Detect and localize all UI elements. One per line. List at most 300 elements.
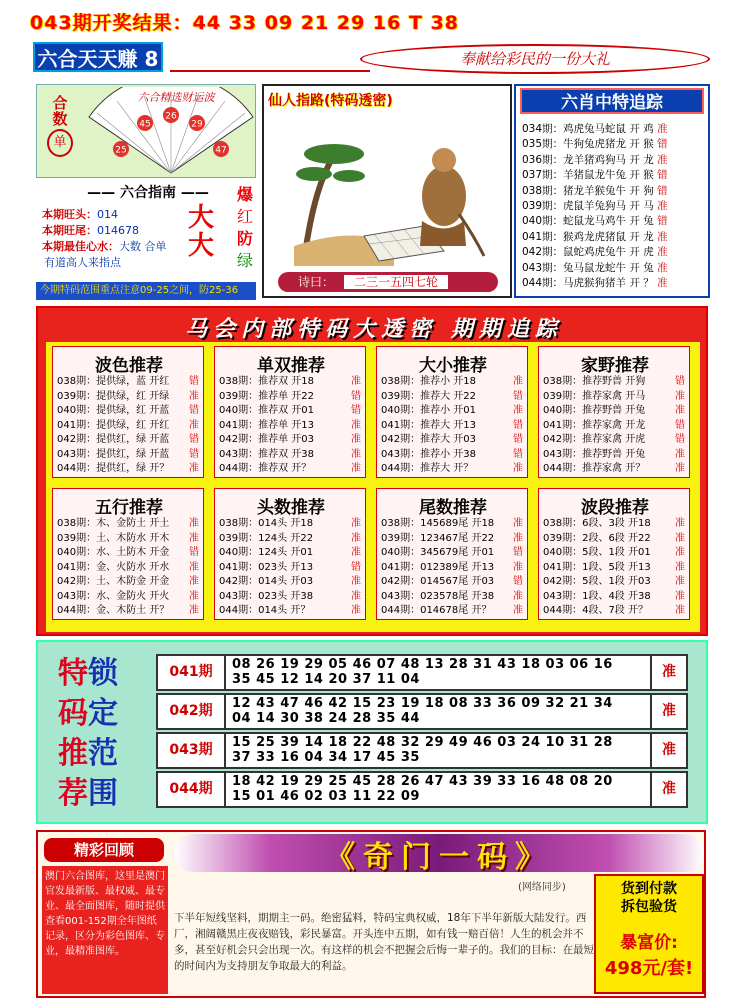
animals: 牛狗兔虎猪龙: [563, 138, 627, 151]
result: 准: [657, 277, 668, 289]
recommend-card: [52, 488, 204, 620]
lock-issue: 042期: [158, 695, 226, 728]
zhinan-line-key: 本期旺头：: [42, 208, 97, 221]
card-row-result: 准: [513, 518, 523, 529]
card-row-text: 043期：水、金防火 开火: [57, 590, 170, 602]
card-row-result: 准: [675, 448, 685, 460]
zhinan-title-text: 六合指南: [120, 185, 176, 201]
card-row-text: 043期：1段、4段 开38: [543, 590, 651, 602]
numbers-line: 08 26 19 29 05 46 07 48 13 28 31 43 18 03 06 16: [232, 657, 613, 672]
liuxiao-row: [522, 230, 706, 245]
card-row: [543, 604, 689, 619]
open: 开: [629, 153, 640, 166]
answer: 猴: [643, 169, 654, 182]
animals: 龙羊猪鸡狗马: [563, 153, 627, 166]
heading-char: 锁: [88, 656, 118, 691]
issue: 042期：: [522, 246, 564, 259]
right-char: 绿: [236, 251, 253, 270]
zhinan-line-key: 本期旺尾：: [42, 224, 97, 237]
card-row: [57, 575, 203, 590]
card-row-text: 041期：012389尾 开13: [381, 561, 495, 573]
zhinan-line-value: 014: [97, 208, 118, 221]
qimen-body: 下半年短线坚料，期期主一码。绝密猛料，特码宝典权威，18年下半年新版大陆发行。西厂，湘阔赣黑庄夜夜赔钱，彩民暴富。开头连中五期，如有钱一赔百倍！人生的机会并不多，甚至好机会只会出现一次。有这样的机会不把握会后悔一辈子的。我们的目标：在最短的时间内为支持朋友争取最大的利益。: [174, 912, 594, 972]
zhinan-line: [42, 222, 139, 238]
card-row-result: 准: [513, 463, 523, 474]
card-row-result: 准: [675, 532, 685, 544]
card-row: [219, 532, 365, 547]
liuxiao-row: [522, 245, 706, 260]
heading-char: 荐: [58, 776, 88, 811]
price-label: 暴富价:: [620, 933, 678, 953]
card-row-text: 042期：5段、1段 开03: [543, 576, 651, 587]
zhinan-line-value: 大数 合单: [119, 240, 167, 253]
card-row-result: 准: [675, 605, 685, 616]
numbers-line: 18 42 19 29 25 45 28 26 47 43 39 33 16 48 08 20: [232, 774, 613, 789]
card-row-text: 042期：推荐单 开03: [219, 434, 314, 445]
result: 错: [657, 215, 668, 228]
recommend-card: [376, 346, 528, 478]
card-row-text: 041期：推荐家禽 开龙: [543, 419, 646, 431]
animals: 猴鸡龙虎猪鼠: [563, 230, 627, 243]
draw-result-banner: 043期开奖结果：44 33 09 21 29 16 T 38: [30, 12, 460, 34]
answer: 兔: [643, 261, 654, 274]
review-title: 精彩回顾: [44, 838, 164, 862]
card-row-result: 准: [351, 532, 361, 544]
card-row-result: 错: [189, 448, 199, 460]
card-row-text: 044期：014头 开？: [219, 605, 311, 616]
card-row-text: 044期：推荐双 开？: [219, 463, 312, 474]
big-char: 大: [188, 231, 215, 261]
card-row: [219, 561, 365, 576]
card-row: [57, 419, 203, 434]
animals: 蛇鼠龙马鸡牛: [563, 215, 627, 228]
card-row-result: 准: [513, 376, 523, 387]
card-row-result: 错: [675, 434, 685, 445]
card-row: [57, 532, 203, 547]
right-char: 爆: [236, 185, 253, 204]
card-row: [543, 448, 689, 463]
card-title: 单双推荐: [257, 356, 325, 376]
card-row: [219, 419, 365, 434]
issue: 037期：: [522, 169, 564, 182]
lock-row: [156, 654, 688, 691]
card-row-text: 044期：金、木防土 开？: [57, 605, 170, 616]
edition-badge: 六合天天赚 8: [33, 42, 163, 72]
card-row: [381, 561, 527, 576]
liuxiao-row: [522, 137, 706, 152]
card-row-result: 错: [513, 576, 523, 587]
card-row: [381, 546, 527, 561]
open: 开: [629, 184, 640, 197]
numbers-line: 04 14 30 38 24 28 35 44: [232, 711, 420, 726]
card-row-result: 准: [675, 390, 685, 402]
fan-ball-number: 29: [191, 119, 203, 130]
open: 开: [629, 246, 640, 259]
heading-char: 推: [58, 736, 88, 771]
card-title: 大小推荐: [419, 356, 487, 376]
mahui-panel: [36, 306, 708, 636]
issue: 036期：: [522, 153, 564, 166]
xianren-title: 仙人指路(特码透密): [268, 93, 393, 109]
animals: 马虎猴狗猪羊: [563, 277, 627, 289]
right-char: 红: [236, 207, 253, 226]
animals: 羊猪鼠龙牛兔: [563, 169, 627, 182]
answer: 猴: [643, 138, 654, 151]
card-row-result: 准: [189, 605, 199, 616]
heading-char: 围: [88, 776, 118, 811]
card-row: [219, 390, 365, 405]
numbers-line: 35 45 12 14 20 37 11 04: [232, 672, 420, 687]
card-row: [57, 517, 203, 532]
card-row-result: 准: [189, 390, 199, 402]
divider-line: [170, 70, 370, 72]
card-row: [57, 390, 203, 405]
xianren-panel: [262, 84, 512, 298]
liuxiao-row: [522, 168, 706, 183]
lock-issue: 041期: [158, 656, 226, 689]
lock-numbers: [232, 735, 652, 765]
zhinan-big-text: [188, 204, 228, 260]
card-row-text: 042期：014567尾 开03: [381, 576, 495, 587]
liuxiao-row: [522, 214, 706, 229]
card-title: 家野推荐: [581, 356, 649, 376]
heshu-label: 合数: [52, 94, 68, 128]
card-row: [219, 375, 365, 390]
card-row: [381, 404, 527, 419]
card-row-text: 038期：推荐小 开18: [381, 376, 476, 387]
card-row-text: 043期：推荐野兽 开兔: [543, 448, 646, 460]
card-row-result: 错: [675, 419, 685, 431]
card-title: 尾数推荐: [419, 498, 487, 518]
result: 准: [657, 246, 668, 259]
price-box: [594, 874, 704, 994]
lock-row: [156, 693, 688, 730]
result: 准: [657, 123, 668, 135]
card-row-text: 042期：推荐家禽 开虎: [543, 434, 646, 445]
liuxiao-row: [522, 184, 706, 199]
lock-result: 准: [650, 773, 686, 806]
card-row-text: 043期：推荐小 开38: [381, 448, 476, 460]
numbers-line: 12 43 47 46 42 15 23 19 18 08 33 36 09 32 21 34: [232, 696, 613, 711]
card-row: [57, 448, 203, 463]
card-row: [219, 448, 365, 463]
card-row-text: 043期：提供红，绿 开蓝: [57, 448, 170, 460]
card-row: [543, 532, 689, 547]
card-title: 五行推荐: [95, 498, 163, 518]
open: 开: [629, 215, 640, 228]
heshu-panel: [36, 84, 256, 178]
liuxiao-row: [522, 199, 706, 214]
recommend-card: [214, 346, 366, 478]
answer: 马: [643, 200, 654, 212]
card-title: 头数推荐: [257, 498, 325, 518]
card-title: 波段推荐: [581, 498, 649, 518]
card-row-text: 041期：1段、5段 开13: [543, 561, 651, 573]
card-row-text: 040期：提供绿，红 开蓝: [57, 405, 170, 416]
animals: 兔马鼠龙蛇牛: [563, 261, 627, 274]
card-row-text: 043期：推荐双 开38: [219, 448, 314, 460]
answer: 鸡: [643, 123, 654, 135]
issue: 039期：: [522, 200, 564, 212]
recommend-card: [538, 488, 690, 620]
liuxiao-row: [522, 261, 706, 276]
card-row-result: 准: [675, 561, 685, 573]
card-row-result: 准: [189, 561, 199, 573]
heading-char: 特: [58, 656, 88, 691]
card-row: [543, 375, 689, 390]
zhinan-tip: 有道高人来指点: [44, 256, 121, 269]
recommend-card: [538, 346, 690, 478]
card-row: [543, 517, 689, 532]
card-row: [381, 532, 527, 547]
card-row: [219, 575, 365, 590]
mahui-card-grid: [46, 342, 700, 632]
card-row: [543, 404, 689, 419]
card-row-text: 043期：023头 开38: [219, 590, 314, 602]
card-row-text: 041期：推荐大 开13: [381, 419, 476, 431]
animals: 鼠蛇鸡虎兔牛: [563, 246, 627, 259]
fan-ball-number: 25: [115, 145, 127, 156]
open: 开: [629, 123, 640, 135]
card-row-result: 错: [351, 390, 361, 402]
poem-text: 二三一五四七轮: [344, 275, 448, 289]
card-title: 波色推荐: [95, 356, 163, 376]
qimen-panel: [36, 830, 706, 998]
lock-result: 准: [650, 734, 686, 767]
zhinan-line-key: 本期最佳心水：: [42, 240, 119, 253]
card-row-text: 040期：推荐野兽 开兔: [543, 405, 646, 416]
card-row-text: 040期：水、土防木 开金: [57, 547, 170, 558]
card-row-text: 039期：124头 开22: [219, 532, 314, 544]
card-row-text: 042期：土、木防金 开金: [57, 576, 170, 587]
card-row: [57, 546, 203, 561]
open: 开: [629, 261, 640, 274]
open: 开: [629, 277, 640, 289]
lock-issue: 044期: [158, 773, 226, 806]
poem-bar: 诗曰：: [278, 272, 498, 292]
card-row-result: 错: [513, 434, 523, 445]
lock-result: 准: [650, 695, 686, 728]
lock-numbers: [232, 696, 652, 726]
card-row: [219, 404, 365, 419]
zhinan-right-col: [234, 184, 256, 272]
card-row-result: 准: [189, 576, 199, 587]
lock-range-heading: [58, 654, 118, 814]
result: 准: [657, 200, 668, 212]
card-row: [543, 590, 689, 605]
card-row-text: 042期：推荐大 开03: [381, 434, 476, 445]
card-row-text: 039期：推荐家禽 开马: [543, 390, 646, 402]
card-row-text: 038期：推荐野兽 开狗: [543, 376, 646, 387]
card-row-result: 错: [189, 376, 199, 387]
lock-row: [156, 771, 688, 808]
card-row: [381, 433, 527, 448]
card-row-result: 准: [351, 605, 361, 616]
card-row: [57, 590, 203, 605]
card-row-text: 039期：2段、6段 开22: [543, 532, 651, 544]
card-row: [543, 546, 689, 561]
card-row-text: 042期：014头 开03: [219, 576, 314, 587]
recommend-card: [52, 346, 204, 478]
card-row-result: 准: [351, 419, 361, 431]
card-row-text: 041期：推荐单 开13: [219, 419, 314, 431]
lock-row: [156, 732, 688, 769]
card-row: [57, 561, 203, 576]
review-body: 澳门六合图库，这里是澳门官发最新版、最权威、最专业、最全面图库，随时提供查看001-152期全年图纸记录，区分为彩色图库、专业，最精准图库。: [42, 866, 168, 994]
card-row-result: 错: [189, 405, 199, 416]
card-row: [381, 590, 527, 605]
card-row-text: 039期：推荐大 开22: [381, 390, 476, 402]
right-char: 防: [236, 229, 253, 248]
animals: 虎鼠羊兔狗马: [563, 200, 627, 212]
card-row-result: 准: [675, 590, 685, 602]
lock-range-panel: [36, 640, 708, 824]
liuxiao-title: 六肖中特追踪: [520, 88, 704, 114]
card-row: [219, 546, 365, 561]
heading-char: 码: [58, 696, 88, 731]
lock-numbers: [232, 774, 652, 804]
card-row: [57, 604, 203, 619]
issue: 035期：: [522, 138, 564, 151]
card-row-result: 准: [351, 547, 361, 558]
fan-ball-number: 47: [215, 145, 227, 156]
fan-text: 六合精选财运波: [137, 91, 215, 104]
card-row-text: 041期：提供绿，红 开红: [57, 419, 170, 431]
card-row-result: 准: [513, 590, 523, 602]
zhinan-title: —— 六合指南 ——: [87, 185, 209, 201]
recommend-card: [214, 488, 366, 620]
card-row-result: 准: [513, 561, 523, 573]
open: 开: [629, 169, 640, 182]
card-row-text: 040期：推荐双 开01: [219, 405, 314, 416]
card-row-result: 准: [675, 576, 685, 587]
answer: ？: [643, 277, 654, 289]
card-row: [381, 375, 527, 390]
result: 错: [657, 184, 668, 197]
card-row-result: 准: [675, 405, 685, 416]
card-row-result: 准: [351, 434, 361, 445]
card-row-text: 039期：123467尾 开22: [381, 532, 495, 544]
card-row: [57, 462, 203, 477]
card-row: [219, 604, 365, 619]
fan-ball-number: 26: [165, 111, 177, 122]
card-row-result: 错: [675, 376, 685, 387]
answer: 龙: [643, 230, 654, 243]
liuxiao-panel: [514, 84, 710, 298]
result: 准: [657, 230, 668, 243]
card-row-result: 错: [189, 547, 199, 558]
big-char: 大: [188, 203, 215, 233]
issue: 043期：: [522, 261, 564, 274]
card-row-text: 038期：6段、3段 开18: [543, 518, 651, 529]
open: 开: [629, 138, 640, 151]
numbers-line: 37 33 16 04 34 17 45 35: [232, 750, 420, 765]
cod-label: 货到付款: [621, 881, 677, 897]
card-row-text: 038期：木、金防土 开土: [57, 518, 170, 529]
price-value: 498元/套!: [604, 958, 694, 979]
card-row-text: 044期：提供红，绿 开？: [57, 463, 170, 474]
numbers-line: 15 01 46 02 03 11 22 09: [232, 789, 420, 804]
card-row-result: 错: [351, 561, 361, 573]
card-row-result: 错: [189, 434, 199, 445]
animals: 鸡虎兔马蛇鼠: [563, 123, 627, 135]
card-row-text: 040期：5段、1段 开01: [543, 547, 651, 558]
card-row-text: 039期：提供绿，红 开绿: [57, 390, 170, 402]
card-row-result: 准: [675, 518, 685, 529]
card-row-result: 准: [351, 463, 361, 474]
card-row: [57, 404, 203, 419]
card-row-text: 039期：推荐单 开22: [219, 390, 314, 402]
card-row-result: 准: [351, 590, 361, 602]
card-row-result: 准: [675, 547, 685, 558]
card-row-text: 044期：4段、7段 开？: [543, 605, 648, 616]
fan-ball-number: 45: [139, 119, 151, 130]
card-row-result: 错: [513, 419, 523, 431]
liuxiao-row: [522, 276, 706, 291]
card-row-result: 准: [351, 376, 361, 387]
card-row-text: 039期：土、木防水 开木: [57, 532, 170, 544]
card-row: [381, 448, 527, 463]
inspect-label: 拆包验货: [621, 899, 677, 915]
heading-char: 范: [88, 736, 118, 771]
zhinan-range-bar: 今期特码范围重点注意09-25之间，防25-36: [36, 282, 256, 300]
result: 错: [657, 169, 668, 182]
answer: 龙: [643, 153, 654, 166]
mahui-title: 马会内部特码大透密 期期追踪: [185, 316, 563, 342]
answer: 虎: [643, 246, 654, 259]
card-row-result: 准: [351, 576, 361, 587]
card-row-text: 038期：145689尾 开18: [381, 518, 495, 529]
card-row-result: 错: [513, 448, 523, 460]
result: 错: [657, 138, 668, 151]
sage-playing-chess-illustration: [294, 126, 494, 266]
card-row-result: 准: [189, 419, 199, 431]
card-row-result: 准: [513, 532, 523, 544]
heading-char: 定: [88, 696, 118, 731]
zhinan-panel: [36, 180, 256, 284]
card-row-result: 准: [513, 605, 523, 616]
card-row-result: 准: [189, 518, 199, 529]
zhinan-line-value: 014678: [97, 224, 139, 237]
card-row-result: 准: [189, 590, 199, 602]
card-row-result: 准: [189, 532, 199, 544]
card-row-result: 错: [513, 390, 523, 402]
lock-numbers: [232, 657, 652, 687]
liuxiao-row: [522, 153, 706, 168]
card-row: [543, 575, 689, 590]
card-row-text: 038期：014头 开18: [219, 518, 314, 529]
lock-issue: 043期: [158, 734, 226, 767]
card-row-text: 041期：金、火防水 开水: [57, 561, 170, 573]
zhinan-line: [42, 206, 118, 222]
card-row-text: 038期：推荐双 开18: [219, 376, 314, 387]
card-row-text: 040期：345679尾 开01: [381, 547, 495, 558]
network-sync-label: (网络同步): [518, 882, 566, 893]
card-row: [57, 433, 203, 448]
zhinan-line: [42, 238, 167, 254]
lock-result: 准: [650, 656, 686, 689]
card-row-text: 043期：023578尾 开38: [381, 590, 495, 602]
heshu-value: 单: [47, 129, 73, 157]
answer: 兔: [643, 215, 654, 228]
card-row: [381, 517, 527, 532]
card-row: [219, 462, 365, 477]
card-row-result: 准: [675, 463, 685, 474]
card-row: [543, 561, 689, 576]
card-row-result: 准: [351, 448, 361, 460]
card-row-text: 044期：014678尾 开？: [381, 605, 492, 616]
card-row-text: 044期：推荐大 开？: [381, 463, 474, 474]
